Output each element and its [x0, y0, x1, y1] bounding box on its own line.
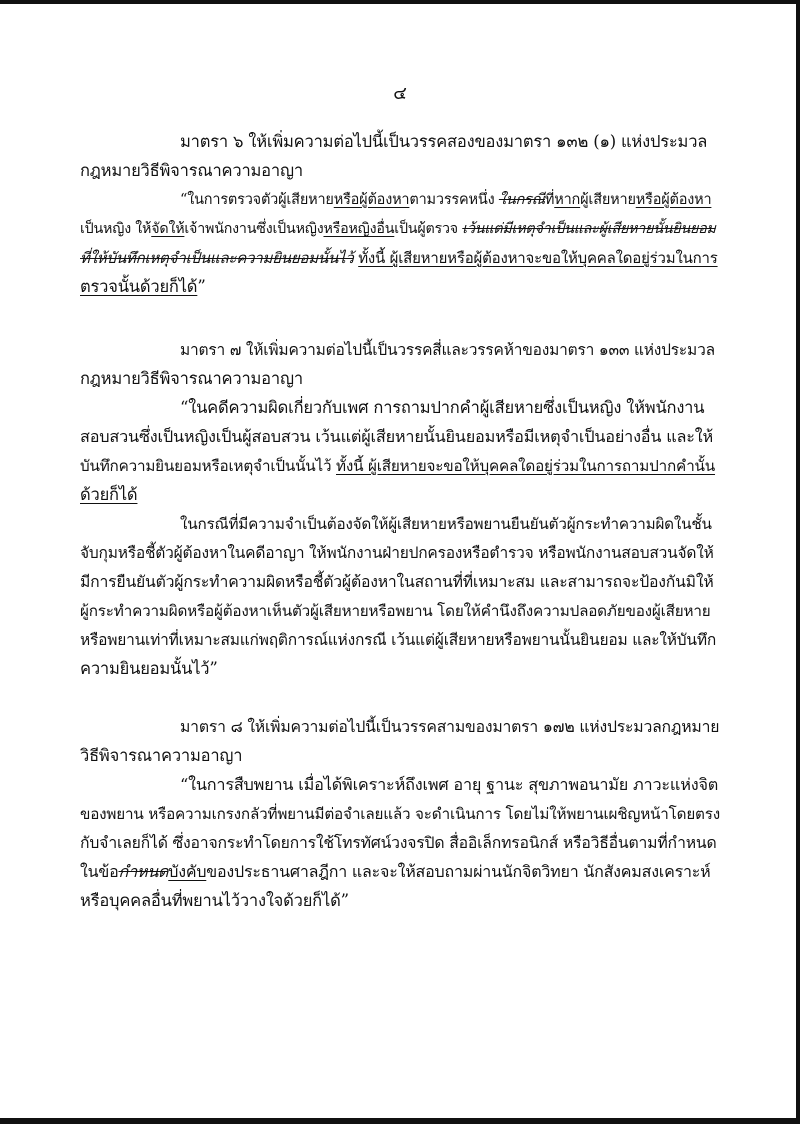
inserted-text: ทั้งนี้ ผู้เสียหายหรือผู้ต้องหาจะขอให้บุคคลใดอยู่ร่วมในการ — [358, 249, 718, 267]
text-segment: ผู้กระทำความผิดหรือผู้ต้องหาเห็นตัวผู้เสียหายหรือพยาน โดยให้คำนึงถึงความปลอดภัยของผู้เสียหาย — [80, 602, 711, 620]
text-segment: ตามวรรคหนึ่ง — [409, 192, 499, 208]
text-segment: เป็นผู้ตรวจ — [394, 221, 463, 237]
text-segment: กฎหมายวิธีพิจารณาความอาญา — [80, 161, 303, 180]
text-line — [80, 745, 242, 767]
text-segment: วิธีพิจารณาความอาญา — [80, 746, 243, 765]
text-line — [80, 861, 711, 883]
deleted-text: ในกรณี — [498, 192, 545, 208]
inserted-text: หาก — [554, 192, 581, 208]
text-line — [80, 629, 716, 651]
text-segment: ในข้อ — [80, 862, 119, 881]
text-line — [180, 397, 704, 419]
text-line — [180, 774, 718, 796]
text-line — [180, 339, 715, 361]
text-line — [80, 160, 303, 182]
deleted-text: กำหนด — [118, 862, 169, 881]
text-line — [80, 600, 710, 622]
text-line — [80, 890, 349, 912]
deleted-text: เว้นแต่มีเหตุจำเป็นและผู้เสียหายนั้นยินยอม — [462, 221, 716, 237]
text-segment: กฎหมายวิธีพิจารณาความอาญา — [80, 369, 303, 388]
inserted-text: ตรวจนั้นด้วยก็ได้ — [80, 277, 198, 296]
text-segment: มาตรา ๗ ให้เพิ่มความต่อไปนี้เป็นวรรคสี่และวรรคห้าของมาตรา ๑๓๓ แห่งประมวล — [180, 341, 715, 359]
inserted-text: ด้วยก็ได้ — [80, 485, 138, 504]
inserted-text: หรือผู้ต้องหา — [333, 192, 410, 208]
inserted-text: หรือผู้ต้องหา — [635, 192, 712, 208]
text-segment: จับกุมหรือชี้ตัวผู้ต้องหาในคดีอาญา ให้พนักงานฝ่ายปกครองหรือตำรวจ หรือพนักงานสอบสวนจัดให้ — [80, 544, 714, 562]
text-line — [80, 276, 206, 298]
text-segment: มาตรา ๖ ให้เพิ่มความต่อไปนี้เป็นวรรคสองของมาตรา ๑๓๒ (๑) แห่งประมวล — [180, 132, 708, 151]
text-line — [80, 247, 718, 269]
text-segment: ของประธานศาลฎีกา และจะให้สอบถามผ่านนักจิตวิทยา นักสังคมสงเคราะห์ — [206, 862, 711, 881]
inserted-text: ทั้งนี้ ผู้เสียหายจะขอให้บุคคลใดอยู่ร่วมในการถามปากคำนั้น — [336, 457, 716, 475]
text-line — [80, 832, 717, 854]
deleted-text: ที่ให้บันทึกเหตุจำเป็นและความยินยอมนั้นไว้ — [80, 249, 354, 267]
text-segment: ผู้เสียหาย — [580, 192, 636, 208]
text-line — [180, 513, 712, 535]
text-segment: สอบสวนซึ่งเป็นหญิงเป็นผู้สอบสวน เว้นแต่ผู้เสียหายนั้นยินยอมหรือมีเหตุจำเป็นอย่างอื่น และให้ — [80, 427, 714, 446]
text-segment: กับจำเลยก็ได้ ซึ่งอาจกระทำโดยการใช้โทรทัศน์วงจรปิด สื่ออิเล็กทรอนิกส์ หรือวิธีอื่นตามที่กำหนด — [80, 833, 717, 852]
text-segment: บันทึกความยินยอมหรือเหตุจำเป็นนั้นไว้ — [80, 457, 336, 475]
text-segment: หรือพยานเท่าที่เหมาะสมแก่พฤติการณ์แห่งกรณี เว้นแต่ผู้เสียหายหรือพยานนั้นยินยอม และให้บันทึก — [80, 631, 717, 649]
text-line — [80, 368, 303, 390]
text-line — [180, 716, 719, 738]
text-segment: ความยินยอมนั้นไว้” — [80, 659, 218, 678]
text-segment: ที่ — [544, 192, 555, 208]
text-line — [80, 426, 713, 448]
text-segment: มีการยืนยันตัวผู้กระทำความผิดหรือชี้ตัวผู้ต้องหาในสถานที่ที่เหมาะสม และสามารถจะป้องกันมิให้ — [80, 572, 714, 591]
text-segment: หรือบุคคลอื่นที่พยานไว้วางใจด้วยก็ได้” — [80, 891, 349, 910]
text-line — [180, 131, 707, 153]
text-line — [80, 803, 720, 825]
text-line — [80, 484, 137, 506]
scan-border-top — [0, 0, 800, 4]
text-segment: ในกรณีที่มีความจำเป็นต้องจัดให้ผู้เสียหายหรือพยานยืนยันตัวผู้กระทำความผิดในชั้น — [180, 515, 712, 533]
page-number: ๔ — [393, 83, 407, 104]
scan-border-bottom — [0, 1118, 800, 1124]
text-segment: มาตรา ๘ ให้เพิ่มความต่อไปนี้เป็นวรรคสามของมาตรา ๑๗๒ แห่งประมวลกฎหมาย — [180, 717, 720, 736]
text-segment: เป็นหญิง ให้ — [80, 221, 152, 237]
text-segment: “ในการตรวจตัวผู้เสียหาย — [180, 192, 334, 208]
text-segment: ” — [197, 277, 206, 296]
text-line — [80, 658, 218, 680]
text-segment: เจ้าพนักงานซึ่งเป็นหญิง — [184, 221, 324, 237]
text-line — [80, 571, 714, 593]
text-line — [80, 218, 716, 240]
text-segment: ของพยาน หรือความเกรงกลัวที่พยานมีต่อจำเลยแล้ว จะดำเนินการ โดยไม่ให้พยานเผชิญหน้าโดยตรง — [80, 805, 721, 823]
text-line — [80, 542, 714, 564]
text-line — [80, 455, 715, 477]
inserted-text: จัดให้ — [151, 221, 185, 237]
scan-border-right — [796, 0, 800, 1124]
text-segment: “ในการสืบพยาน เมื่อได้พิเคราะห์ถึงเพศ อายุ ฐานะ สุขภาพอนามัย ภาวะแห่งจิต — [180, 775, 719, 794]
text-segment: “ในคดีความผิดเกี่ยวกับเพศ การถามปากคำผู้เสียหายซึ่งเป็นหญิง ให้พนักงาน — [180, 398, 705, 417]
text-line — [180, 189, 711, 211]
inserted-text: บังคับ — [168, 862, 207, 881]
inserted-text: หรือหญิงอื่น — [323, 221, 395, 237]
